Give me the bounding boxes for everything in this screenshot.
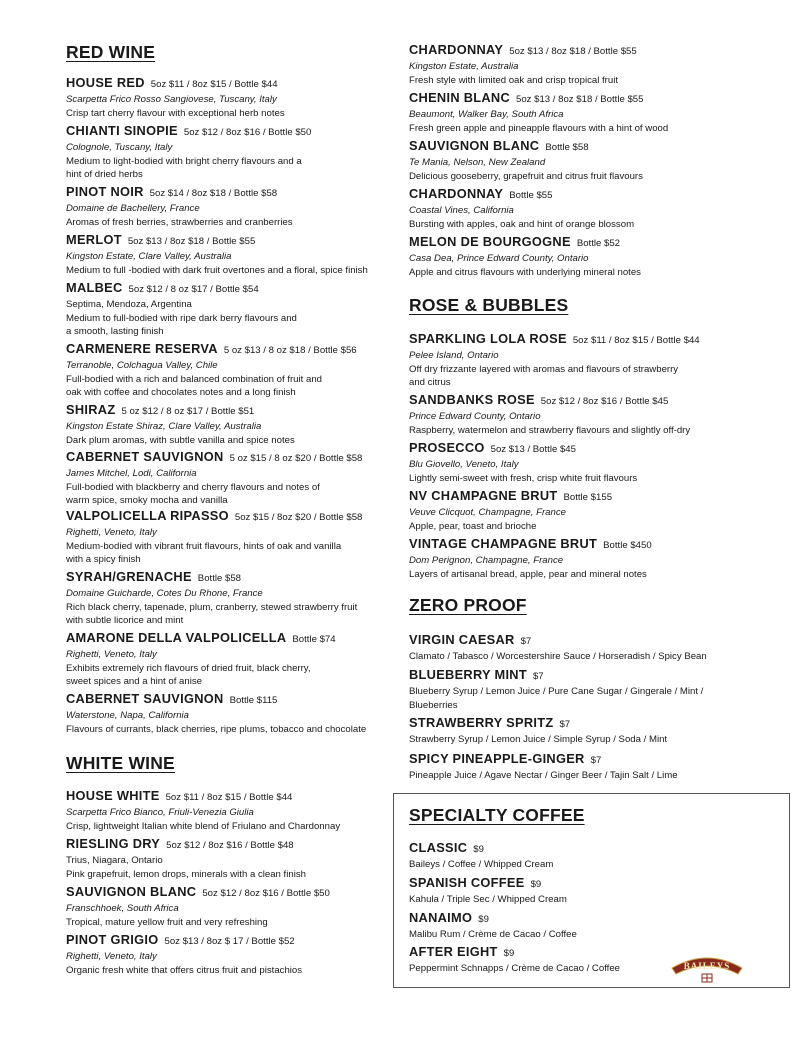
item-price: 5oz $14 / 8oz $18 / Bottle $58 [149, 188, 278, 199]
item-price: $9 [530, 879, 542, 890]
item-name: NV CHAMPAGNE BRUT [409, 488, 558, 503]
item-price: 5oz $12 / 8oz $16 / Bottle $48 [166, 840, 294, 851]
item-price: 5oz $12 / 8oz $16 / Bottle $50 [202, 888, 330, 899]
item-description: Crisp tart cherry flavour with exceptional herb notes [66, 107, 285, 119]
item-header [409, 536, 779, 554]
item-description: with subtle licorice and mint [66, 615, 184, 626]
item-origin: Kingston Estate, Australia [409, 61, 519, 72]
item-name: HOUSE WHITE [66, 788, 160, 803]
item-header [66, 508, 396, 526]
item-description: Septima, Mendoza, Argentina [66, 299, 192, 310]
logo-text: BAILEYS [683, 961, 731, 971]
item-description: oak with coffee and chocolates notes and a long finish [66, 387, 296, 398]
item-header [409, 751, 779, 769]
menu-item [409, 440, 779, 485]
item-description: Apple and citrus flavours with underlying mineral notes [409, 266, 641, 278]
item-name: PROSECCO [409, 440, 485, 455]
item-header [409, 715, 779, 733]
menu-item [66, 123, 396, 182]
item-price: 5oz $13 / Bottle $45 [490, 444, 576, 455]
item-name: SAUVIGNON BLANC [409, 138, 540, 153]
menu-item [409, 392, 779, 437]
item-name: SPARKLING LOLA ROSE [409, 331, 567, 346]
item-description: Full-bodied with a rich and balanced combination of fruit and [66, 373, 322, 385]
zero-proof-heading: ZERO PROOF [409, 595, 527, 615]
item-price: 5 oz $13 / 8 oz $18 / Bottle $56 [223, 345, 357, 356]
item-header [409, 331, 779, 349]
white-wine-heading: WHITE WINE [66, 753, 175, 773]
item-price: $9 [478, 914, 489, 925]
item-origin: James Mitchel, Lodi, California [66, 468, 197, 479]
item-description: Kahula / Triple Sec / Whipped Cream [409, 894, 567, 905]
item-name: PINOT NOIR [66, 184, 144, 199]
item-name: VINTAGE CHAMPAGNE BRUT [409, 536, 598, 551]
menu-item [409, 138, 779, 183]
item-origin: Waterstone, Napa, California [66, 710, 190, 721]
item-description: Off dry frizzante layered with aromas and flavours of strawberry [409, 363, 679, 375]
item-header [66, 449, 396, 467]
item-name: PINOT GRIGIO [66, 932, 159, 947]
baileys-logo-icon [670, 950, 744, 984]
menu-item [409, 840, 779, 872]
item-origin: Blu Giovello, Veneto, Italy [409, 459, 519, 470]
item-name: MALBEC [66, 280, 123, 295]
item-name: VIRGIN CAESAR [409, 632, 515, 647]
item-price: 5oz $11 / 8oz $15 / Bottle $44 [165, 792, 293, 803]
menu-item [66, 75, 396, 120]
item-description: Baileys / Coffee / Whipped Cream [409, 859, 554, 870]
item-header [66, 836, 396, 854]
item-origin: Terranoble, Colchagua Valley, Chile [66, 360, 218, 371]
item-description: Medium-bodied with vibrant fruit flavours, hints of oak and vanilla [66, 540, 342, 552]
specialty-coffee-heading: SPECIALTY COFFEE [409, 805, 585, 825]
item-origin: Domaine Guicharde, Cotes Du Rhone, France [66, 588, 263, 599]
item-origin: Domaine de Bachellery, France [66, 203, 200, 214]
menu-item [66, 508, 396, 567]
item-description: Layers of artisanal bread, apple, pear and mineral notes [409, 568, 647, 580]
item-name: AFTER EIGHT [409, 944, 498, 959]
item-price: 5oz $12 / 8 oz $17 / Bottle $54 [128, 284, 259, 295]
item-origin: Casa Dea, Prince Edward County, Ontario [409, 253, 589, 264]
item-description: Peppermint Schnapps / Crème de Cacao / Coffee [409, 963, 621, 974]
menu-item [409, 751, 779, 783]
item-name: SPANISH COFFEE [409, 875, 525, 890]
item-name: CHENIN BLANC [409, 90, 510, 105]
item-description: Aromas of fresh berries, strawberries and cranberries [66, 216, 293, 228]
item-description: Flavours of currants, black cherries, ripe plums, tobacco and chocolate [66, 723, 367, 735]
item-description: sweet spices and a hint of anise [66, 676, 202, 687]
item-description: Delicious gooseberry, grapefruit and citrus fruit flavours [409, 170, 643, 182]
item-header [66, 232, 396, 250]
item-header [66, 884, 396, 902]
item-description: Blueberries [409, 699, 458, 711]
item-description: Strawberry Syrup / Lemon Juice / Simple Syrup / Soda / Mint [409, 734, 668, 745]
item-header [409, 186, 779, 204]
item-price: Bottle $115 [229, 695, 278, 706]
item-description: a smooth, lasting finish [66, 326, 164, 337]
item-header [66, 184, 396, 202]
item-price: $9 [503, 948, 515, 959]
menu-item [409, 536, 779, 581]
item-header [66, 75, 396, 93]
item-description: Clamato / Tabasco / Worcestershire Sauce / Horseradish / Spicy Bean [409, 651, 707, 662]
item-description: Fresh green apple and pineapple flavours with a hint of wood [409, 122, 669, 134]
item-price: $7 [532, 671, 544, 682]
item-description: Fresh style with limited oak and crisp tropical fruit [409, 74, 619, 86]
menu-item [66, 788, 396, 833]
item-origin: Pelee Island, Ontario [409, 350, 499, 361]
item-name: CARMENERE RESERVA [66, 341, 218, 356]
item-price: $9 [473, 844, 484, 855]
item-header [66, 402, 396, 420]
item-description: hint of dried herbs [66, 169, 143, 180]
item-price: Bottle $55 [509, 190, 553, 201]
menu-item [66, 691, 396, 736]
item-name: SYRAH/GRENACHE [66, 569, 192, 584]
item-header [409, 632, 779, 650]
item-origin: Kingston Estate, Clare Valley, Australia [66, 251, 232, 262]
item-description: Pink grapefruit, lemon drops, minerals with a clean finish [66, 868, 306, 880]
item-header [66, 341, 396, 359]
item-description: Full-bodied with blackberry and cherry flavours and notes of [66, 481, 320, 493]
item-price: Bottle $58 [545, 142, 589, 153]
menu-item [409, 90, 779, 135]
item-name: CHIANTI SINOPIE [66, 123, 178, 138]
item-description: Trius, Niagara, Ontario [66, 855, 163, 866]
item-description: Apple, pear, toast and brioche [409, 520, 537, 532]
menu-item [66, 836, 396, 881]
item-name: BLUEBERRY MINT [409, 667, 527, 682]
menu-item [409, 632, 779, 664]
item-price: 5oz $13 / 8oz $ 17 / Bottle $52 [164, 936, 295, 947]
item-header [66, 630, 396, 648]
item-header [66, 123, 396, 141]
menu-item [409, 715, 779, 747]
item-name: NANAIMO [409, 910, 473, 925]
item-price: 5oz $13 / 8oz $18 / Bottle $55 [516, 94, 644, 105]
item-origin: Franschhoek, South Africa [66, 903, 179, 914]
item-price: Bottle $155 [563, 492, 613, 503]
item-description: Crisp, lightweight Italian white blend of Friulano and Chardonnay [66, 820, 341, 832]
item-origin: Te Mania, Nelson, New Zealand [409, 157, 546, 168]
item-origin: Kingston Estate Shiraz, Clare Valley, Australia [66, 421, 262, 432]
menu-item [66, 630, 396, 689]
item-description: Organic fresh white that offers citrus fruit and pistachios [66, 964, 303, 976]
item-description: Bursting with apples, oak and hint of orange blossom [409, 218, 635, 230]
item-price: 5 oz $15 / 8 oz $20 / Bottle $58 [229, 453, 363, 464]
item-origin: Scarpetta Frico Bianco, Friuli-Venezia Giulia [66, 807, 254, 818]
item-name: MELON DE BOURGOGNE [409, 234, 571, 249]
item-description: Medium to full -bodied with dark fruit overtones and a floral, spice finish [66, 264, 368, 276]
item-origin: Veuve Clicquot, Champagne, France [409, 507, 566, 518]
menu-item [66, 232, 396, 277]
item-description: Medium to full-bodied with ripe dark berry flavours and [66, 312, 297, 324]
item-name: SAUVIGNON BLANC [66, 884, 197, 899]
item-description: Lightly semi-sweet with fresh, crisp white fruit flavours [409, 472, 638, 484]
item-price: 5oz $11 / 8oz $15 / Bottle $44 [572, 335, 700, 346]
menu-item [66, 449, 396, 508]
item-description: Rich black cherry, tapenade, plum, cranberry, stewed strawberry fruit [66, 601, 358, 613]
item-header [409, 667, 779, 685]
item-description: Pineapple Juice / Agave Nectar / Ginger Beer / Tajin Salt / Lime [409, 770, 678, 781]
item-description: Exhibits extremely rich flavours of dried fruit, black cherry, [66, 662, 311, 674]
item-price: 5 oz $12 / 8 oz $17 / Bottle $51 [121, 406, 255, 417]
menu-item [409, 910, 779, 942]
item-name: SPICY PINEAPPLE-GINGER [409, 751, 585, 766]
item-origin: Prince Edward County, Ontario [409, 411, 541, 422]
menu-item [409, 875, 779, 907]
item-header [409, 840, 779, 858]
item-description: Dark plum aromas, with subtle vanilla and spice notes [66, 434, 295, 446]
menu-item [66, 884, 396, 929]
item-price: 5oz $13 / 8oz $18 / Bottle $55 [509, 46, 637, 57]
item-name: STRAWBERRY SPRITZ [409, 715, 554, 730]
menu-item [409, 488, 779, 533]
item-header [409, 90, 779, 108]
item-description: Raspberry, watermelon and strawberry flavours and slightly off-dry [409, 424, 691, 436]
item-header [409, 910, 779, 928]
item-description: Medium to light-bodied with bright cherry flavours and a [66, 155, 302, 167]
item-header [409, 875, 779, 893]
item-origin: Scarpetta Frico Rosso Sangiovese, Tuscany, Italy [66, 94, 277, 105]
menu-item [409, 42, 779, 87]
menu-item [66, 184, 396, 229]
item-header [66, 280, 396, 298]
item-name: CLASSIC [409, 840, 468, 855]
menu-item [409, 331, 779, 390]
menu-item [66, 341, 396, 400]
item-origin: Righetti, Veneto, Italy [66, 527, 157, 538]
item-description: Tropical, mature yellow fruit and very refreshing [66, 916, 268, 928]
item-price: Bottle $52 [576, 238, 621, 249]
item-price: $7 [559, 719, 571, 730]
item-name: SHIRAZ [66, 402, 116, 417]
item-origin: Righetti, Veneto, Italy [66, 951, 157, 962]
item-name: AMARONE DELLA VALPOLICELLA [66, 630, 287, 645]
item-header [409, 440, 779, 458]
item-header [409, 42, 779, 60]
item-description: Malibu Rum / Crème de Cacao / Coffee [409, 929, 577, 940]
item-name: HOUSE RED [66, 75, 145, 90]
menu-item [66, 280, 396, 339]
item-name: VALPOLICELLA RIPASSO [66, 508, 229, 523]
item-origin: Dom Perignon, Champagne, France [409, 555, 564, 566]
item-price: 5oz $12 / 8oz $16 / Bottle $50 [183, 127, 312, 138]
item-origin: Beaumont, Walker Bay, South Africa [409, 109, 564, 120]
rose-bubbles-heading: ROSE & BUBBLES [409, 295, 569, 315]
item-header [409, 488, 779, 506]
item-description: with a spicy finish [66, 554, 141, 565]
menu-item [66, 932, 396, 977]
item-origin: Colognole, Tuscany, Italy [66, 142, 173, 153]
item-header [409, 138, 779, 156]
item-price: Bottle $450 [603, 540, 652, 551]
item-price: Bottle $58 [197, 573, 242, 584]
item-price: 5oz $12 / 8oz $16 / Bottle $45 [540, 396, 669, 407]
item-price: 5oz $15 / 8oz $20 / Bottle $58 [234, 512, 363, 523]
item-header [66, 932, 396, 950]
item-description: and citrus [409, 377, 451, 388]
item-name: CHARDONNAY [409, 42, 504, 57]
item-name: CHARDONNAY [409, 186, 504, 201]
item-origin: Coastal Vines, California [409, 205, 514, 216]
menu-item [409, 234, 779, 279]
item-price: 5oz $13 / 8oz $18 / Bottle $55 [127, 236, 256, 247]
item-name: CABERNET SAUVIGNON [66, 449, 224, 464]
item-header [66, 569, 396, 587]
menu-item [66, 569, 396, 628]
item-header [409, 234, 779, 252]
item-price: $7 [590, 755, 602, 766]
item-header [409, 392, 779, 410]
item-description: warm spice, smoky mocha and vanilla [66, 495, 228, 506]
item-header [66, 691, 396, 709]
item-name: SANDBANKS ROSE [409, 392, 535, 407]
item-header [66, 788, 396, 806]
item-name: CABERNET SAUVIGNON [66, 691, 224, 706]
item-origin: Righetti, Veneto, Italy [66, 649, 157, 660]
menu-item [409, 186, 779, 231]
item-name: RIESLING DRY [66, 836, 161, 851]
item-name: MERLOT [66, 232, 122, 247]
menu-item [409, 667, 779, 712]
item-description: Blueberry Syrup / Lemon Juice / Pure Cane Sugar / Gingerale / Mint / [409, 686, 704, 697]
red-wine-heading: RED WINE [66, 42, 156, 62]
item-price: $7 [520, 636, 532, 647]
item-price: 5oz $11 / 8oz $15 / Bottle $44 [150, 79, 278, 90]
item-price: Bottle $74 [292, 634, 336, 645]
menu-item [66, 402, 396, 447]
